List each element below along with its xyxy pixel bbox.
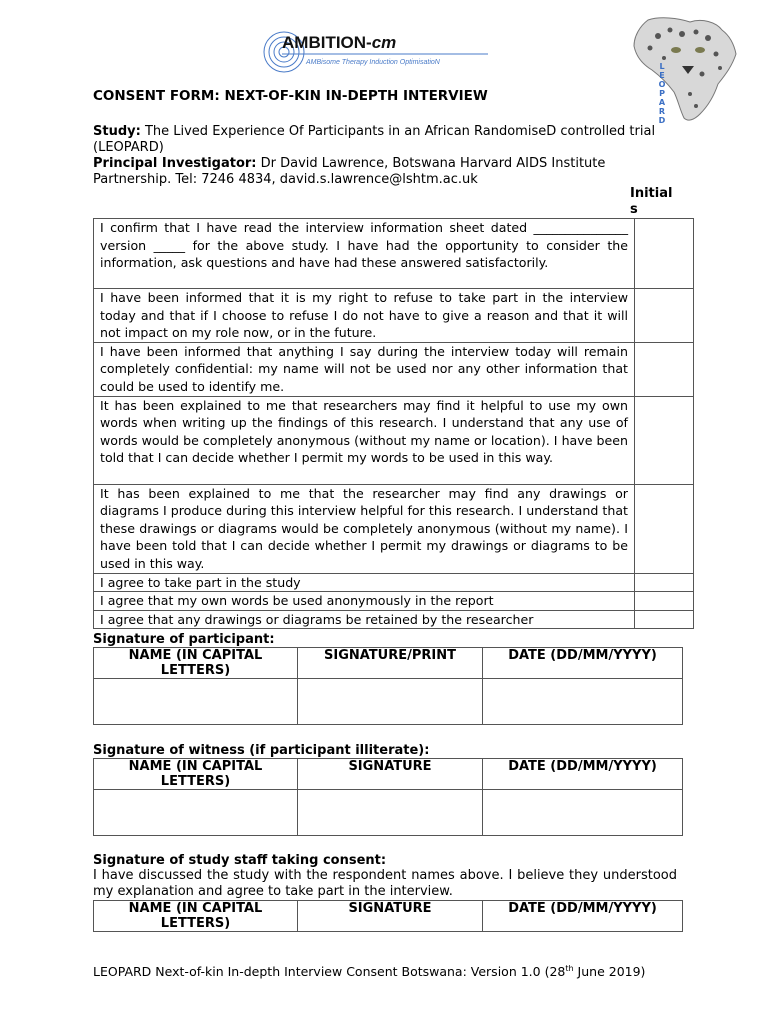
- signature-column-header: SIGNATURE/PRINT: [298, 648, 483, 679]
- table-row: [94, 679, 683, 725]
- page-footer: [93, 964, 645, 979]
- initials-box[interactable]: [635, 592, 694, 611]
- leopard-study-logo: [630, 14, 740, 126]
- consent-statement: It has been explained to me that the researcher may find any drawings or diagrams I produce during this interview helpful for this research. I understand that these drawings or diagrams would be completely anonymous (without my name). I have been told that I can decide whether I permit my drawings or diagrams to be used in this way.: [94, 484, 635, 573]
- svg-text:AMBITION-cm: AMBITION-cm: [282, 33, 397, 52]
- witness-signature-heading: Signature of witness (if participant illiterate):: [93, 743, 430, 758]
- table-row: [94, 573, 694, 592]
- consent-statements-table: [93, 218, 694, 629]
- consent-statement: I confirm that I have read the interview information sheet dated _______________ version _____ for the above study. I have had the opportunity to consider the information, ask questions and have had these answered satisfactorily.: [94, 219, 635, 289]
- investigator-line: [93, 156, 683, 188]
- witness-signature-table: [93, 758, 683, 836]
- table-row: [94, 592, 694, 611]
- table-row: [94, 342, 694, 396]
- footer-text-end: June 2019): [573, 964, 646, 980]
- name-column-header: NAME (IN CAPITAL LETTERS): [94, 759, 298, 790]
- form-title: CONSENT FORM: NEXT-OF-KIN IN-DEPTH INTERVIEW: [93, 88, 488, 104]
- investigator-text: Dr David Lawrence, Botswana Harvard AIDS Institute Partnership. Tel: 7246 4834, david.s.lawrence@lshtm.ac.uk: [93, 156, 606, 187]
- initials-box[interactable]: [635, 484, 694, 573]
- table-row: [94, 484, 694, 573]
- table-header-row: [94, 759, 683, 790]
- table-header-row: [94, 648, 683, 679]
- signature-column-header: SIGNATURE: [298, 901, 483, 932]
- initials-box[interactable]: [635, 396, 694, 484]
- initials-box[interactable]: [635, 219, 694, 289]
- initials-column-header: Initials: [630, 186, 673, 217]
- consent-statement: I have been informed that anything I say during the interview today will remain completely confidential: my name will not be used nor any other information that could be used to identify me.: [94, 342, 635, 396]
- staff-signature-heading: Signature of study staff taking consent:: [93, 853, 387, 868]
- signature-column-header: SIGNATURE: [298, 759, 483, 790]
- study-label: Study:: [93, 124, 141, 139]
- table-row: [94, 219, 694, 289]
- consent-statement: I agree to take part in the study: [94, 573, 635, 592]
- svg-text:AMBisome Therapy Induction Opt: AMBisome Therapy Induction OptimisatioN: [306, 59, 440, 66]
- table-header-row: [94, 901, 683, 932]
- name-column-header: NAME (IN CAPITAL LETTERS): [94, 648, 298, 679]
- consent-statement: I agree that any drawings or diagrams be retained by the researcher: [94, 610, 635, 629]
- participant-date-field[interactable]: [483, 679, 683, 725]
- participant-signature-field[interactable]: [298, 679, 483, 725]
- table-row: [94, 396, 694, 484]
- name-column-header: NAME (IN CAPITAL LETTERS): [94, 901, 298, 932]
- initials-box[interactable]: [635, 610, 694, 629]
- consent-statement: I agree that my own words be used anonymously in the report: [94, 592, 635, 611]
- witness-name-field[interactable]: [94, 790, 298, 836]
- ambition-cm-logo: [262, 30, 492, 74]
- footer-text: LEOPARD Next-of-kin In-depth Interview Consent Botswana: Version 1.0 (28: [93, 964, 566, 980]
- date-column-header: DATE (DD/MM/YYYY): [483, 759, 683, 790]
- consent-statement: It has been explained to me that researchers may find it helpful to use my own words when writing up the findings of this research. I understand that any use of words would be completely anonymous (without my name or location). I have been told that I can decide whether I permit my words to be used in this way.: [94, 396, 635, 484]
- staff-signature-table: [93, 900, 683, 932]
- leopard-logo-vertical-text: LEOPARD: [658, 62, 666, 125]
- investigator-label: Principal Investigator:: [93, 156, 257, 171]
- participant-signature-table: [93, 647, 683, 725]
- witness-date-field[interactable]: [483, 790, 683, 836]
- participant-signature-heading: Signature of participant:: [93, 632, 275, 647]
- staff-declaration-text: I have discussed the study with the respondent names above. I believe they understood my explanation and agree to take part in the interview.: [93, 868, 677, 899]
- initials-box[interactable]: [635, 573, 694, 592]
- table-row: [94, 610, 694, 629]
- initials-box[interactable]: [635, 342, 694, 396]
- table-row: [94, 289, 694, 343]
- study-text: The Lived Experience Of Participants in an African RandomiseD controlled trial (LEOPARD): [93, 124, 656, 155]
- consent-statement: I have been informed that it is my right to refuse to take part in the interview today and that if I choose to refuse I do not have to give a reason and that it will not impact on my role now, or in the future.: [94, 289, 635, 343]
- date-column-header: DATE (DD/MM/YYYY): [483, 901, 683, 932]
- footer-superscript: th: [565, 964, 574, 973]
- study-line: [93, 124, 683, 156]
- participant-name-field[interactable]: [94, 679, 298, 725]
- table-row: [94, 790, 683, 836]
- date-column-header: DATE (DD/MM/YYYY): [483, 648, 683, 679]
- initials-box[interactable]: [635, 289, 694, 343]
- witness-signature-field[interactable]: [298, 790, 483, 836]
